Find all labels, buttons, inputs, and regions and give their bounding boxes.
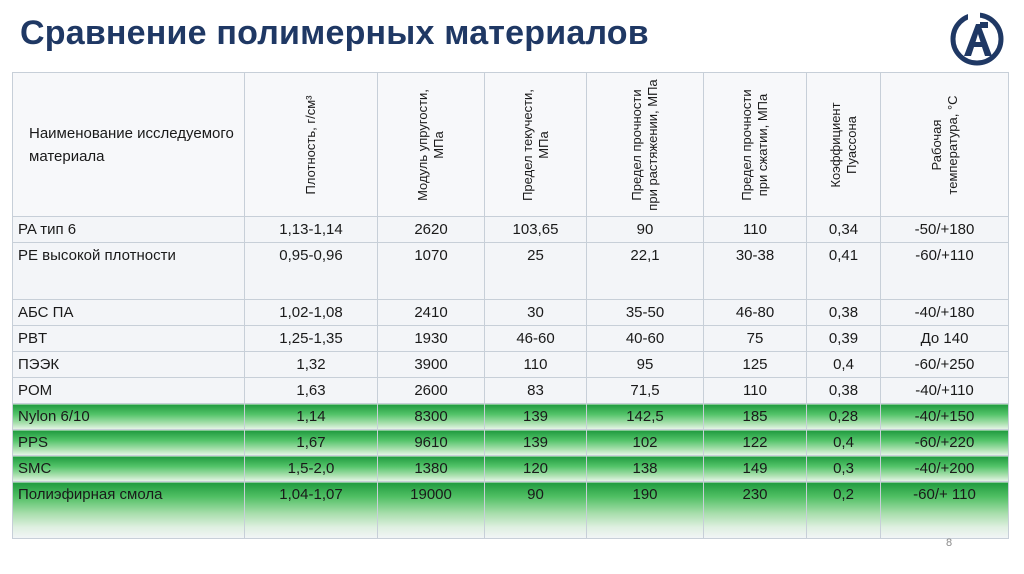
table-row-highlighted	[13, 482, 1009, 539]
cell-density: 0,95-0,96	[245, 243, 378, 300]
table-row-highlighted	[13, 430, 1009, 456]
header-operating-temperature-label: Рабочая температура, °С	[928, 94, 960, 195]
table-header-row	[13, 73, 1009, 217]
header-compressive-strength-label: Предел прочности при сжатии, МПа	[739, 88, 770, 201]
cell-density: 1,5-2,0	[245, 456, 378, 482]
cell-compressive-strength: 185	[704, 404, 807, 430]
cell-elastic-modulus: 3900	[378, 352, 485, 378]
table-row	[13, 378, 1009, 404]
cell-poisson-ratio: 0,41	[807, 243, 881, 300]
table-row-highlighted	[13, 404, 1009, 430]
cell-operating-temperature: -40/+110	[881, 378, 1009, 404]
cell-compressive-strength: 75	[704, 326, 807, 352]
cell-material: Nylon 6/10	[13, 404, 245, 430]
cell-yield-strength: 25	[485, 243, 587, 300]
cell-elastic-modulus: 1930	[378, 326, 485, 352]
cell-yield-strength: 90	[485, 482, 587, 539]
table-row	[13, 352, 1009, 378]
cell-tensile-strength: 138	[587, 456, 704, 482]
table-row	[13, 217, 1009, 243]
header-material-name: Наименование исследуемого материала	[13, 73, 245, 217]
cell-operating-temperature: -60/+220	[881, 430, 1009, 456]
cell-material: PBT	[13, 326, 245, 352]
cell-density: 1,32	[245, 352, 378, 378]
cell-compressive-strength: 149	[704, 456, 807, 482]
cell-density: 1,04-1,07	[245, 482, 378, 539]
cell-operating-temperature: -60/+110	[881, 243, 1009, 300]
cell-tensile-strength: 142,5	[587, 404, 704, 430]
cell-material: PA тип 6	[13, 217, 245, 243]
table-row	[13, 326, 1009, 352]
cell-elastic-modulus: 8300	[378, 404, 485, 430]
table-row-highlighted	[13, 456, 1009, 482]
cell-compressive-strength: 125	[704, 352, 807, 378]
cell-material: POM	[13, 378, 245, 404]
company-logo-icon	[950, 12, 1004, 66]
cell-compressive-strength: 30-38	[704, 243, 807, 300]
cell-elastic-modulus: 1380	[378, 456, 485, 482]
materials-comparison-table	[12, 72, 1009, 539]
cell-density: 1,67	[245, 430, 378, 456]
cell-tensile-strength: 190	[587, 482, 704, 539]
cell-yield-strength: 110	[485, 352, 587, 378]
cell-poisson-ratio: 0,4	[807, 352, 881, 378]
header-elastic-modulus-label: Модуль упругости, МПа	[415, 88, 446, 201]
cell-elastic-modulus: 19000	[378, 482, 485, 539]
cell-density: 1,14	[245, 404, 378, 430]
cell-material: Полиэфирная смола	[13, 482, 245, 539]
table-row	[13, 243, 1009, 300]
cell-poisson-ratio: 0,2	[807, 482, 881, 539]
cell-tensile-strength: 40-60	[587, 326, 704, 352]
slide-title: Сравнение полимерных материалов	[20, 14, 649, 52]
cell-operating-temperature: -50/+180	[881, 217, 1009, 243]
header-tensile-strength-label: Предел прочности при растяжении, МПа	[629, 78, 660, 211]
cell-compressive-strength: 110	[704, 378, 807, 404]
cell-operating-temperature: -60/+250	[881, 352, 1009, 378]
cell-operating-temperature: -40/+150	[881, 404, 1009, 430]
cell-poisson-ratio: 0,4	[807, 430, 881, 456]
header-operating-temperature	[881, 73, 1009, 217]
header-tensile-strength	[587, 73, 704, 217]
cell-compressive-strength: 230	[704, 482, 807, 539]
cell-material: ПЭЭК	[13, 352, 245, 378]
cell-yield-strength: 83	[485, 378, 587, 404]
cell-tensile-strength: 22,1	[587, 243, 704, 300]
cell-material: SMC	[13, 456, 245, 482]
header-poisson-ratio	[807, 73, 881, 217]
cell-material: АБС ПА	[13, 300, 245, 326]
header-poisson-ratio-label: Коэффициент Пуассона	[827, 101, 859, 188]
cell-operating-temperature: -40/+180	[881, 300, 1009, 326]
cell-elastic-modulus: 2600	[378, 378, 485, 404]
cell-yield-strength: 46-60	[485, 326, 587, 352]
cell-yield-strength: 139	[485, 404, 587, 430]
cell-elastic-modulus: 2410	[378, 300, 485, 326]
cell-poisson-ratio: 0,3	[807, 456, 881, 482]
header-density	[245, 73, 378, 217]
header-yield-strength	[485, 73, 587, 217]
header-yield-strength-label: Предел текучести, МПа	[519, 88, 551, 201]
cell-compressive-strength: 110	[704, 217, 807, 243]
cell-yield-strength: 103,65	[485, 217, 587, 243]
cell-compressive-strength: 46-80	[704, 300, 807, 326]
cell-poisson-ratio: 0,34	[807, 217, 881, 243]
cell-yield-strength: 139	[485, 430, 587, 456]
cell-operating-temperature: -40/+200	[881, 456, 1009, 482]
cell-poisson-ratio: 0,38	[807, 378, 881, 404]
cell-operating-temperature: До 140	[881, 326, 1009, 352]
cell-elastic-modulus: 2620	[378, 217, 485, 243]
cell-material: PPS	[13, 430, 245, 456]
comparison-table-container	[12, 72, 1008, 529]
cell-tensile-strength: 95	[587, 352, 704, 378]
cell-operating-temperature: -60/+ 110	[881, 482, 1009, 539]
page-number: 8	[946, 537, 953, 549]
cell-poisson-ratio: 0,39	[807, 326, 881, 352]
header-compressive-strength	[704, 73, 807, 217]
cell-tensile-strength: 90	[587, 217, 704, 243]
cell-tensile-strength: 71,5	[587, 378, 704, 404]
cell-yield-strength: 30	[485, 300, 587, 326]
cell-density: 1,25-1,35	[245, 326, 378, 352]
cell-material: PE высокой плотности	[13, 243, 245, 300]
cell-density: 1,63	[245, 378, 378, 404]
header-density-label: Плотность, г/см³	[303, 95, 318, 194]
cell-elastic-modulus: 9610	[378, 430, 485, 456]
header-elastic-modulus	[378, 73, 485, 217]
cell-tensile-strength: 35-50	[587, 300, 704, 326]
cell-density: 1,02-1,08	[245, 300, 378, 326]
cell-poisson-ratio: 0,38	[807, 300, 881, 326]
cell-elastic-modulus: 1070	[378, 243, 485, 300]
cell-yield-strength: 120	[485, 456, 587, 482]
cell-compressive-strength: 122	[704, 430, 807, 456]
table-row	[13, 300, 1009, 326]
cell-density: 1,13-1,14	[245, 217, 378, 243]
cell-tensile-strength: 102	[587, 430, 704, 456]
cell-poisson-ratio: 0,28	[807, 404, 881, 430]
